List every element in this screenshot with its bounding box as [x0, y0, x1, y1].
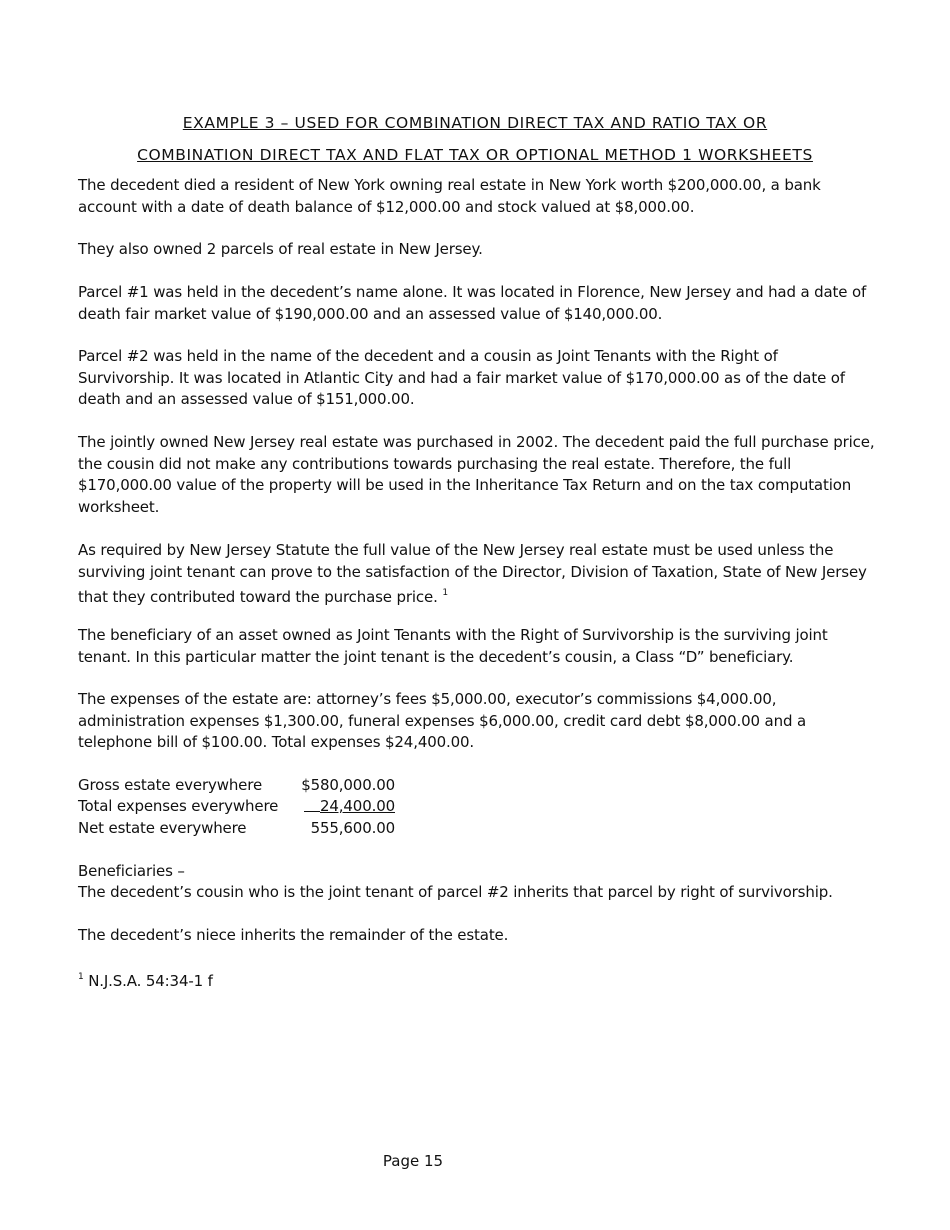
- summary-row-expenses: [78, 796, 398, 818]
- footnote-number: 1: [78, 972, 84, 982]
- paragraph-expenses: The expenses of the estate are: attorney’s fees $5,000.00, executor’s commissions $4,000.00, administration expenses $1,300.00, funeral expenses $6,000.00, credit card debt $8,000.00 and a telephone bill of $100.00. Total expenses $24,400.00.: [78, 690, 806, 751]
- footnote-text: N.J.S.A. 54:34-1 f: [88, 972, 213, 990]
- footnote-reference: 1: [442, 588, 448, 598]
- summary-row-gross: [78, 775, 398, 797]
- summary-row-net: [78, 818, 398, 840]
- paragraph-joint-purchase: The jointly owned New Jersey real estate was purchased in 2002. The decedent paid the full purchase price, the cousin did not make any contributions towards purchasing the real estate. Therefore, the full $170,000.00 value of the property will be used in the Inheritance Tax Return and on the tax computation worksheet.: [78, 433, 875, 516]
- summary-amount: 555,600.00: [310, 819, 395, 837]
- paragraph-statute: [78, 540, 878, 609]
- paragraph-parcel-1: Parcel #1 was held in the decedent’s name alone. It was located in Florence, New Jersey and had a date of death fair market value of $190,000.00 and an assessed value of $140,000.00.: [78, 283, 867, 323]
- heading-line-2: COMBINATION DIRECT TAX AND FLAT TAX OR OPTIONAL METHOD 1 WORKSHEETS: [137, 146, 813, 164]
- page-number: Page 15: [382, 1152, 444, 1170]
- paragraph-beneficiary-class: The beneficiary of an asset owned as Joint Tenants with the Right of Survivorship is the surviving joint tenant. In this particular matter the joint tenant is the decedent’s cousin, a Class “D” beneficiary.: [78, 626, 828, 666]
- beneficiaries-cousin: The decedent’s cousin who is the joint tenant of parcel #2 inherits that parcel by right of survivorship.: [78, 883, 833, 901]
- paragraph-nj-parcels: They also owned 2 parcels of real estate in New Jersey.: [78, 240, 483, 258]
- beneficiaries-heading: Beneficiaries –: [78, 862, 185, 880]
- footnote: [78, 967, 878, 993]
- paragraph-decedent-assets: The decedent died a resident of New York owning real estate in New York worth $200,000.00, a bank account with a date of death balance of $12,000.00 and stock valued at $8,000.00.: [78, 176, 821, 216]
- beneficiaries-niece: The decedent’s niece inherits the remainder of the estate.: [78, 926, 509, 944]
- summary-label: Gross estate everywhere: [78, 776, 263, 794]
- summary-label: Net estate everywhere: [78, 819, 247, 837]
- statute-text: As required by New Jersey Statute the full value of the New Jersey real estate must be used unless the surviving joint tenant can prove to the satisfaction of the Director, Division of Taxation, State of New Jersey that they contributed toward the purchase price.: [78, 541, 867, 606]
- summary-amount: 24,400.00: [320, 797, 395, 815]
- underline-pad: [304, 797, 320, 812]
- heading-line-1: EXAMPLE 3 – USED FOR COMBINATION DIRECT TAX AND RATIO TAX OR: [182, 114, 768, 132]
- summary-amount: $580,000.00: [301, 776, 395, 794]
- summary-amount-underlined: [304, 796, 395, 818]
- summary-label: Total expenses everywhere: [78, 797, 279, 815]
- paragraph-parcel-2: Parcel #2 was held in the name of the decedent and a cousin as Joint Tenants with the Right of Survivorship. It was located in Atlantic City and had a fair market value of $170,000.00 as of the date of death and an assessed value of $151,000.00.: [78, 347, 845, 408]
